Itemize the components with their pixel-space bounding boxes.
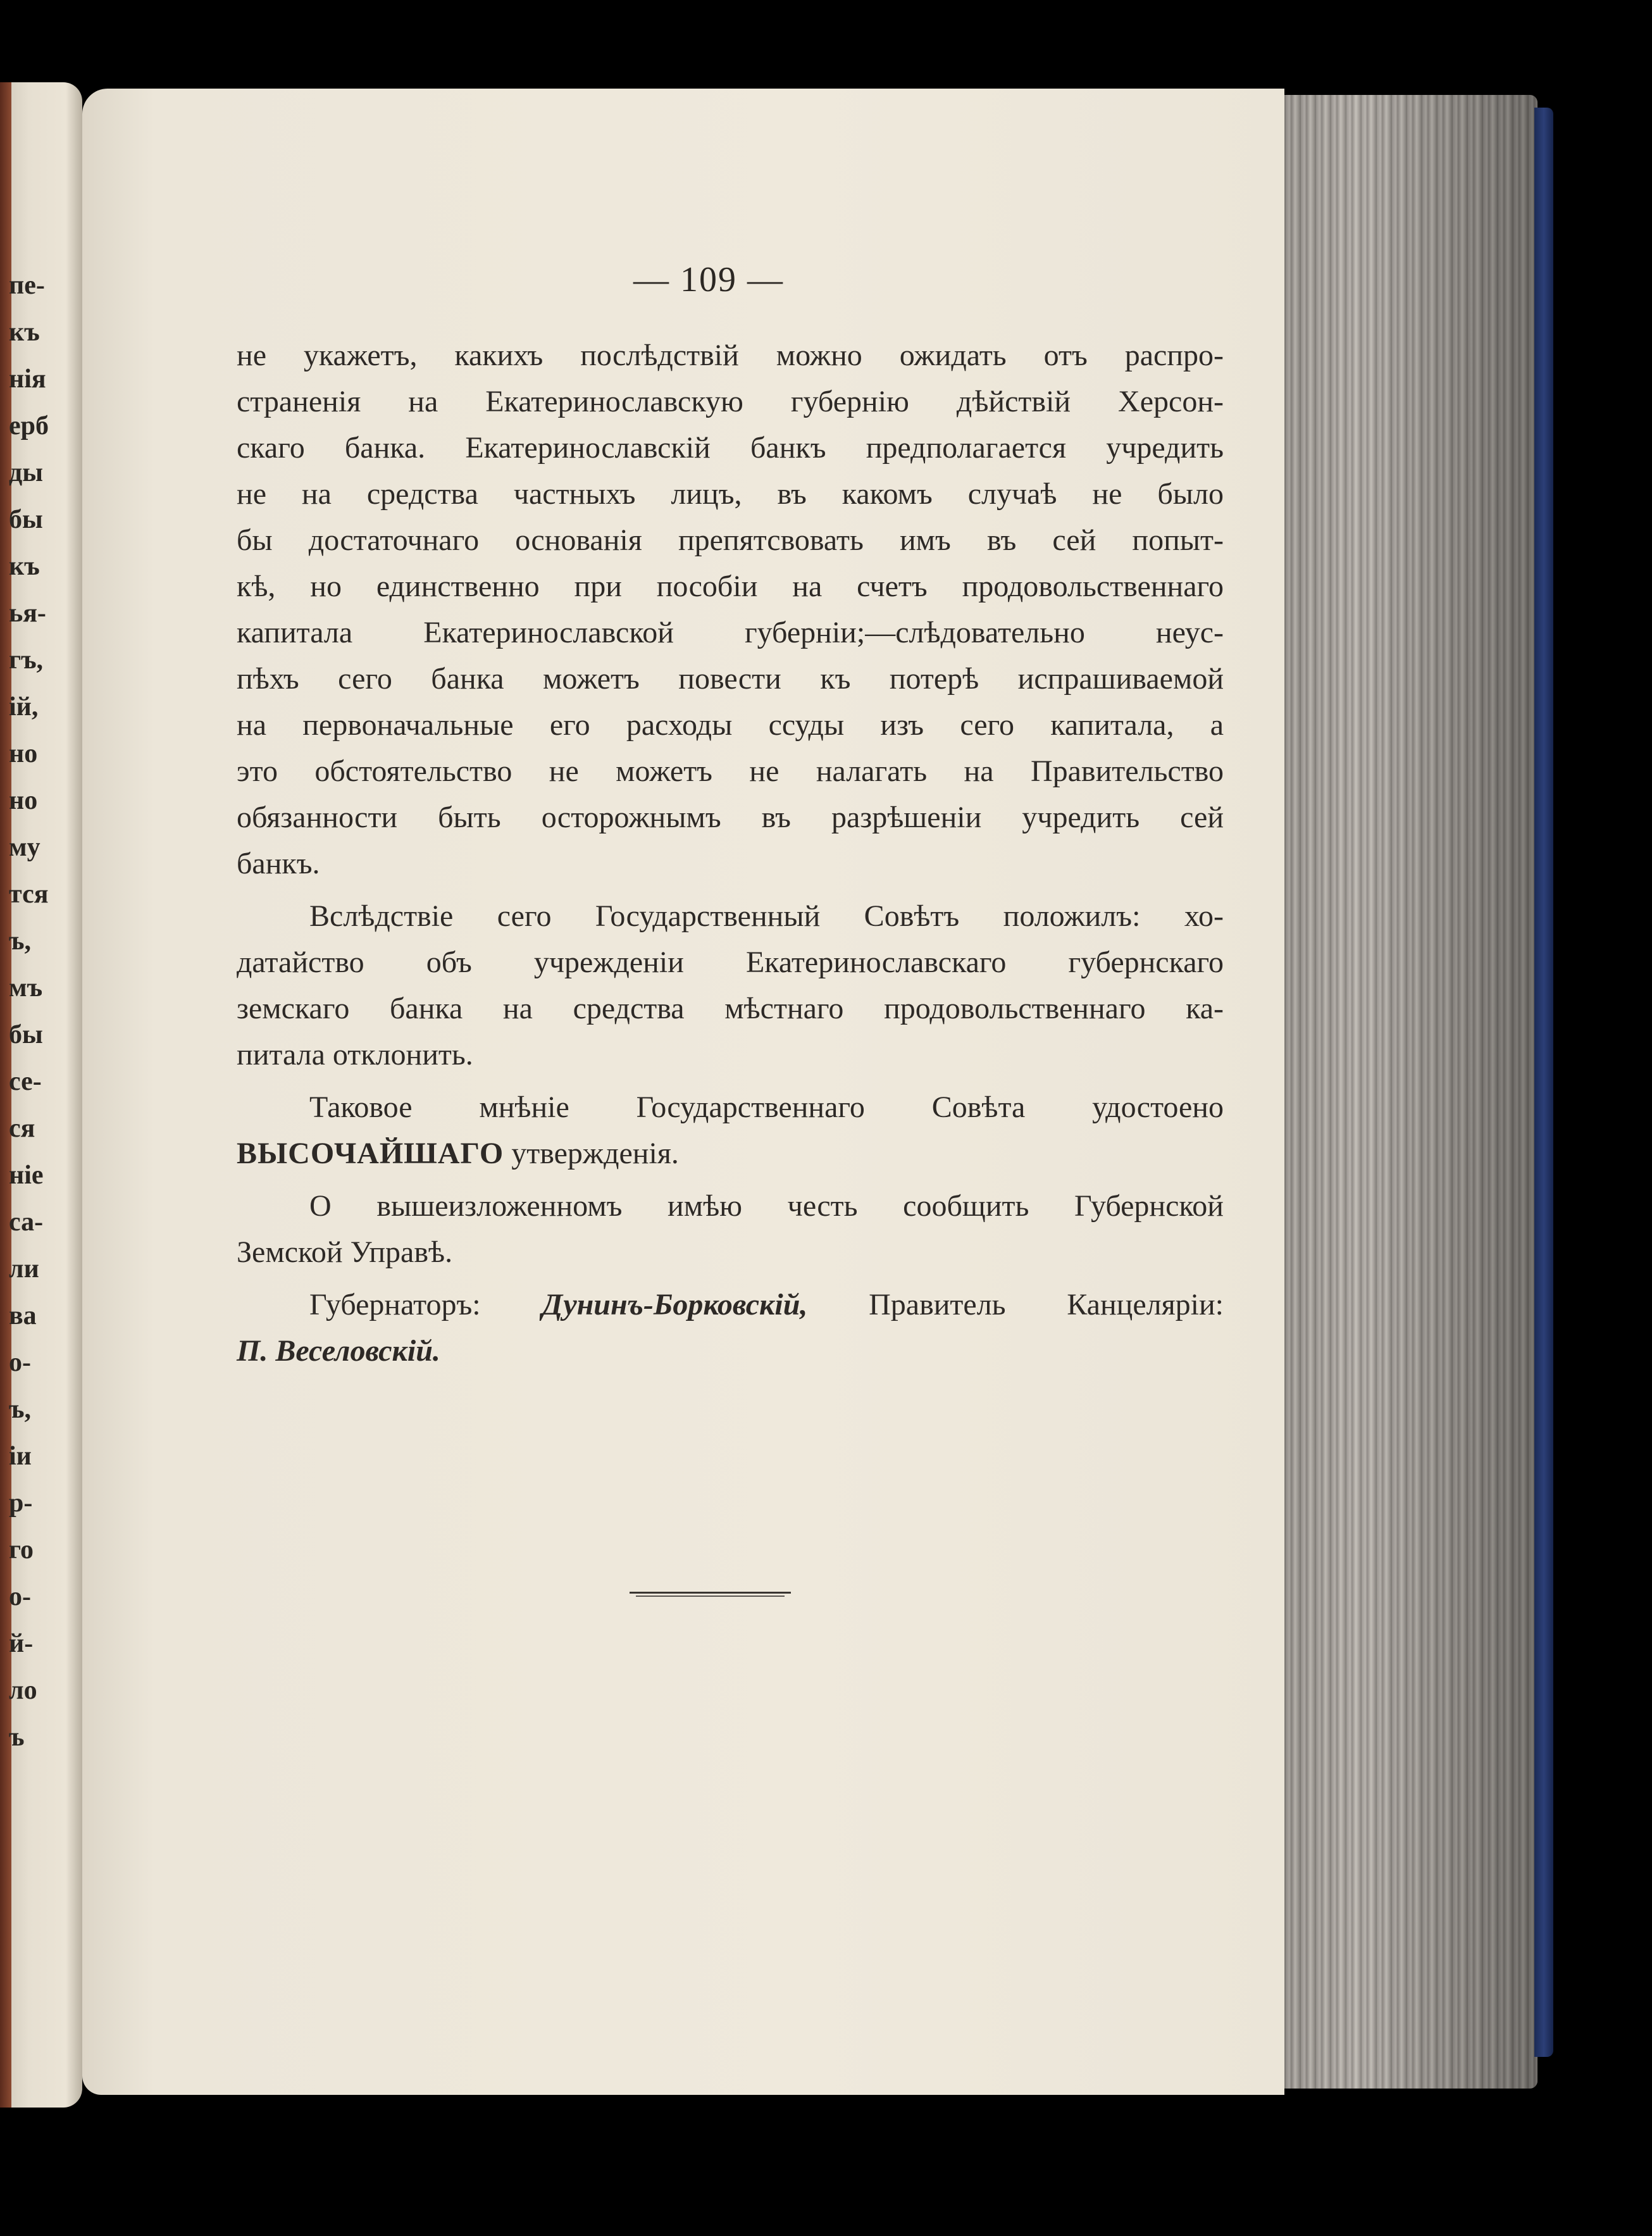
text-line: банкъ. — [237, 847, 320, 880]
emphasis-caps: ВЫСОЧАЙШАГО — [237, 1137, 504, 1170]
previous-page-fragment: пе- — [9, 271, 45, 300]
previous-page-fragment: о- — [9, 1348, 31, 1377]
previous-page-fragment: ерб — [9, 411, 49, 440]
text-line: датайство объ учрежденіи Екатеринославскаго губернскаго — [237, 946, 1224, 979]
text-line: Таковое мнѣніе Государственнаго Совѣта удостоено — [309, 1090, 1224, 1124]
book-page — [82, 89, 1284, 2095]
previous-page-fragment: къ — [9, 552, 40, 581]
text-line — [237, 1328, 1224, 1374]
previous-page-fragment: ья- — [9, 599, 46, 628]
governor-label: Губернаторъ: — [309, 1288, 481, 1321]
text-line: на первоначальные его расходы ссуды изъ сего капитала, а — [237, 708, 1224, 742]
text-line: питала отклонить. — [237, 1038, 473, 1071]
previous-page-edge — [0, 82, 82, 2108]
previous-page-fragment: бы — [9, 505, 43, 534]
paragraph-1 — [237, 332, 1224, 887]
end-rule — [630, 1592, 791, 1594]
text-line — [237, 1130, 1224, 1177]
governor-name: Дунинъ-Борковскій, — [542, 1288, 808, 1321]
chancellery-label: Правитель Канцеляріи: — [869, 1288, 1224, 1321]
previous-page-fragment: се- — [9, 1067, 42, 1096]
text-line: Земской Управѣ. — [237, 1235, 453, 1269]
text-line: бы достаточнаго основанія препятсвовать имъ въ сей попыт- — [237, 523, 1224, 557]
text-line: Вслѣдствіе сего Государственный Совѣтъ положилъ: хо- — [309, 899, 1224, 933]
text-line: не укажетъ, какихъ послѣдствій можно ожидать отъ распро- — [237, 339, 1224, 372]
previous-page-fragment: тся — [9, 880, 49, 909]
chancellery-name: П. Веселовскій. — [237, 1334, 440, 1368]
page-text — [237, 332, 1224, 1374]
previous-page-fragment: ся — [9, 1114, 35, 1143]
text-line: не на средства частныхъ лицъ, въ какомъ случаѣ не было — [237, 477, 1224, 511]
text-line: пѣхъ сего банка можетъ повести къ потерѣ испрашиваемой — [237, 662, 1224, 696]
previous-page-fragment: къ — [9, 318, 40, 347]
previous-page-fragment: нія — [9, 365, 46, 394]
previous-page-fragment: ва — [9, 1301, 37, 1330]
text-line: О вышеизложенномъ имѣю честь сообщить Губернской — [309, 1189, 1224, 1223]
previous-page-fragment: го — [9, 1535, 34, 1565]
text-line: земскаго банка на средства мѣстнаго продовольственнаго ка- — [237, 992, 1224, 1025]
paragraph-3 — [237, 1084, 1224, 1177]
previous-page-fragment: ъ, — [9, 927, 31, 956]
previous-page-fragment: ъ — [9, 1723, 25, 1752]
previous-page-fragment: ій, — [9, 692, 39, 721]
text-line: кѣ, но единственно при пособіи на счетъ продовольственнаго — [237, 570, 1224, 603]
paragraph-4 — [237, 1183, 1224, 1275]
previous-page-fragment: о- — [9, 1582, 31, 1611]
text-line: это обстоятельство не можетъ не налагать на Правительство — [237, 754, 1224, 788]
previous-page-fragment: са- — [9, 1208, 44, 1237]
paragraph-2 — [237, 893, 1224, 1078]
text-line — [237, 1282, 1224, 1328]
previous-page-fragment: гъ, — [9, 646, 44, 675]
previous-page-fragment: но — [9, 786, 38, 815]
previous-page-fragment: ды — [9, 458, 44, 487]
text-line: страненія на Екатеринославскую губернію дѣйствій Херсон- — [237, 385, 1224, 418]
signature-block — [237, 1282, 1224, 1374]
previous-page-fragment: й- — [9, 1629, 34, 1658]
text-line: скаго банка. Екатеринославскій банкъ предполагается учредить — [237, 431, 1224, 465]
previous-page-fragment: мъ — [9, 973, 43, 1002]
text-line: капитала Екатеринославской губерніи;—слѣдовательно неус- — [237, 616, 1224, 649]
previous-page-fragment: ло — [9, 1676, 37, 1705]
previous-page-fragment: ъ, — [9, 1395, 31, 1424]
previous-page-fragment: р- — [9, 1489, 33, 1518]
book-spine — [1534, 108, 1553, 2057]
text-line: обязанности быть осторожнымъ въ разрѣшеніи учредить сей — [237, 801, 1224, 834]
previous-page-fragment: ли — [9, 1254, 39, 1284]
previous-page-fragment: іи — [9, 1442, 32, 1471]
previous-page-fragment: но — [9, 739, 38, 768]
text-fragment: утвержденія. — [511, 1137, 679, 1170]
previous-page-fragment: ніе — [9, 1161, 44, 1190]
previous-page-fragment: бы — [9, 1020, 43, 1049]
page-number: — 109 — — [633, 260, 784, 299]
page-block-edge — [1240, 95, 1537, 2089]
end-rule-shadow — [636, 1596, 785, 1597]
previous-page-fragment: му — [9, 833, 40, 862]
